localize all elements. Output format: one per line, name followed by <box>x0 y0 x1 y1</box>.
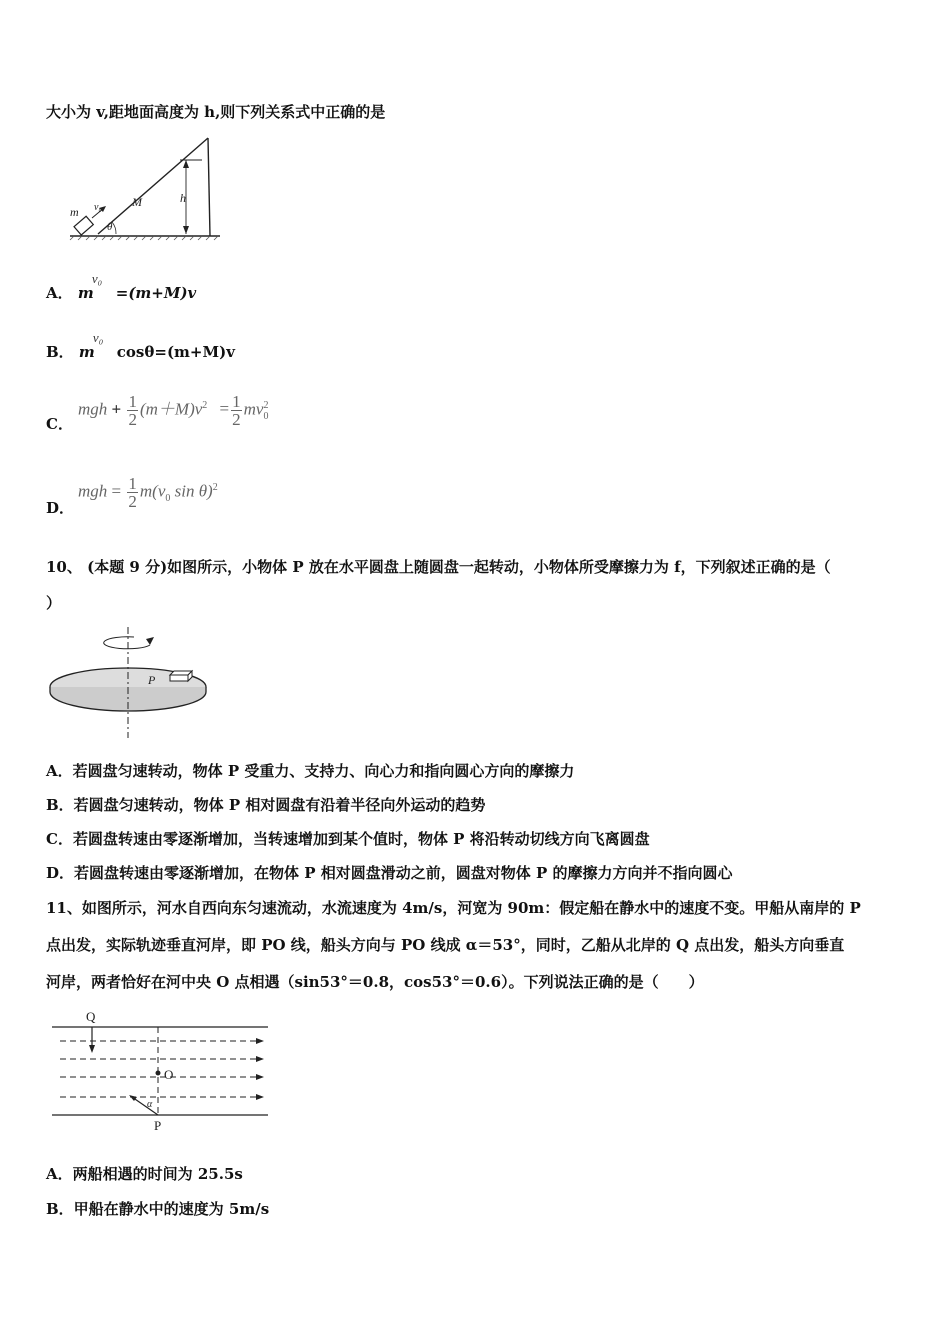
q9-option-c-formula: mgh + $\frac{1}{2}$ $(m+M)v^2$ = $\frac{1}{2}$ $mv_0^2$ <box>78 392 269 429</box>
q9-b-v0: v₀ <box>92 330 104 345</box>
q10-option-b[interactable]: B．若圆盘匀速转动，物体 P 相对圆盘有沿着半径向外运动的趋势 <box>46 796 486 814</box>
q10-option-c[interactable]: C．若圆盘转速由零逐渐增加，当转速增加到某个值时，物体 P 将沿转动切线方向飞离圆盘 <box>46 830 650 848</box>
q9-label-m: m <box>70 205 79 219</box>
q9-label-theta: θ <box>107 221 113 233</box>
q9-option-d-formula: mgh = $\frac{1}{2}$ $m(v_0$ sin θ)$^2$ <box>78 474 218 511</box>
q9-option-b[interactable]: B． m v₀ cosθ=(m+M)v <box>46 330 235 361</box>
q11-option-a[interactable]: A．两船相遇的时间为 25.5s <box>46 1165 243 1183</box>
q9-label-h: h <box>180 191 186 205</box>
q9-intro: 大小为 v,距地面高度为 h,则下列关系式中正确的是 <box>46 103 386 121</box>
q11-stem-line2: 点出发，实际轨迹垂直河岸，即 PO 线，船头方向与 PO 线成 α＝53°，同时，乙船从北岸的 Q 点出发，船头方向垂直 <box>46 936 845 954</box>
q9-a-v0: v₀ <box>91 271 103 286</box>
q9-option-a[interactable]: A． m v₀ =(m+M)v <box>46 271 197 302</box>
q11-label-q: Q <box>86 1009 96 1024</box>
q11-stem-line1: 11、如图所示，河水自西向东匀速流动，水流速度为 4m/s，河宽为 90m：假定船在静水中的速度不变。甲船从南岸的 P <box>46 899 861 917</box>
q9-incline-figure <box>62 130 242 242</box>
q11-label-o: O <box>164 1067 174 1082</box>
q9-option-c-letter[interactable]: C． <box>46 415 73 433</box>
q10-disc-figure <box>44 625 224 740</box>
q10-label-p: P <box>148 673 156 687</box>
q9-label-M: M <box>132 195 142 209</box>
q10-stem-line2: ） <box>46 594 62 612</box>
q9-option-d-letter[interactable]: D． <box>46 499 75 517</box>
q11-label-p: P <box>154 1118 162 1133</box>
q10-stem-line1: 10、 (本题 9 分)如图所示，小物体 P 放在水平圆盘上随圆盘一起转动，小物体所受摩擦力为 f，下列叙述正确的是（ <box>46 558 831 576</box>
q10-option-d[interactable]: D．若圆盘转速由零逐渐增加，在物体 P 相对圆盘滑动之前，圆盘对物体 P 的摩擦力方向并不指向圆心 <box>46 864 733 882</box>
q11-option-b[interactable]: B．甲船在静水中的速度为 5m/s <box>46 1200 270 1218</box>
q10-option-a[interactable]: A．若圆盘匀速转动，物体 P 受重力、支持力、向心力和指向圆心方向的摩擦力 <box>46 762 575 780</box>
q11-label-alpha: α <box>147 1099 153 1110</box>
q11-river-figure <box>44 1005 274 1133</box>
q9-label-v0: v₀ <box>94 202 102 213</box>
q11-stem-line3: 河岸，两者恰好在河中央 O 点相遇（sin53°＝0.8，cos53°＝0.6）。下列说法正确的是（ ） <box>46 973 704 991</box>
